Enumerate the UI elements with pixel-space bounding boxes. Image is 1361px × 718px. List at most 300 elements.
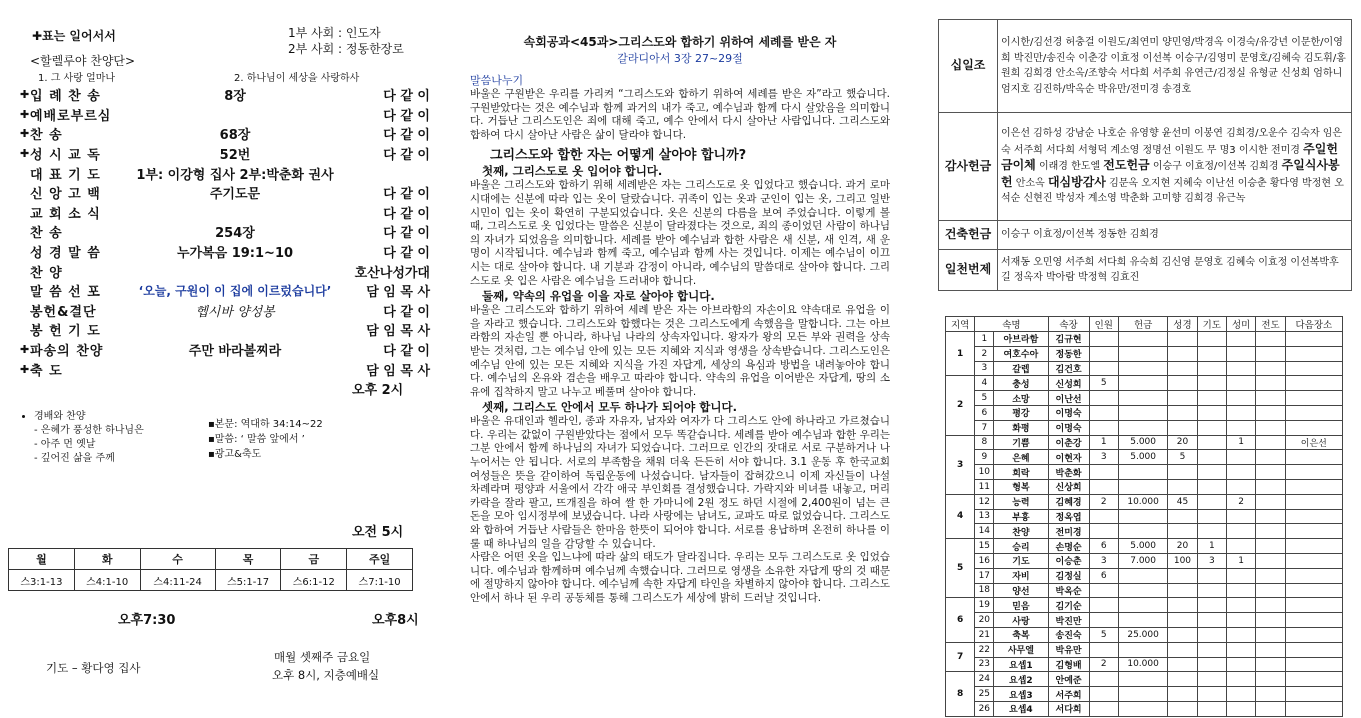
cell-next	[1285, 391, 1342, 406]
cell-next	[1285, 568, 1342, 583]
cell-leader: 전미경	[1048, 524, 1089, 539]
cell-leader: 서주희	[1048, 687, 1089, 702]
cell-bible	[1168, 627, 1197, 642]
order-item-name: 봉 헌 기 도	[30, 324, 101, 340]
cell-n	[1089, 613, 1118, 628]
order-item-name: 축 도	[30, 363, 63, 379]
report-header: 속명	[975, 317, 1048, 332]
worship-order-item	[20, 203, 430, 223]
cell-n	[1089, 332, 1118, 347]
order-item-leader: 호산나성가대	[354, 265, 430, 281]
cell-next	[1285, 598, 1342, 613]
cell-bible: 20	[1168, 435, 1197, 450]
worship-order-column	[0, 0, 450, 718]
cell-leader: 신상희	[1048, 479, 1089, 494]
cell-bible	[1168, 346, 1197, 361]
cell-rice	[1226, 701, 1255, 716]
order-item-name: 봉헌&결단	[30, 304, 97, 320]
cell-rice	[1226, 479, 1255, 494]
cell-number: 8	[975, 435, 994, 450]
weekday-header: 주일	[347, 549, 413, 570]
cell-rice	[1226, 598, 1255, 613]
cell-prayer	[1197, 568, 1226, 583]
region-number: 6	[946, 598, 975, 642]
worship-order-item	[20, 183, 430, 203]
cell-money	[1118, 687, 1167, 702]
cell-money	[1118, 568, 1167, 583]
table-row	[946, 568, 1343, 583]
table-row	[946, 332, 1343, 347]
cell-money	[1118, 524, 1167, 539]
cell-rice: 1	[1226, 553, 1255, 568]
order-item-content: 주만 바라볼찌라	[188, 344, 282, 360]
cell-next	[1285, 613, 1342, 628]
sermon-info-list	[208, 417, 323, 462]
lesson-main-question: 그리스도와 합한 자는 어떻게 살아야 합니까?	[490, 148, 747, 164]
offering-column	[905, 0, 1361, 718]
lesson-scripture: 갈라디아서 3장 27~29절	[617, 52, 743, 65]
cell-n	[1089, 346, 1118, 361]
cell-n	[1089, 509, 1118, 524]
order-item-leader: 다 같 이	[383, 304, 430, 320]
cell-prayer	[1197, 657, 1226, 672]
weekday-reading: 스4:1-10	[74, 570, 140, 591]
cell-prayer: 3	[1197, 553, 1226, 568]
cell-prayer	[1197, 405, 1226, 420]
cell-evang	[1256, 509, 1285, 524]
cell-leader: 서다희	[1048, 701, 1089, 716]
cell-bible	[1168, 568, 1197, 583]
cell-bible	[1168, 332, 1197, 347]
cell-bible	[1168, 465, 1197, 480]
standing-mark: ✚	[20, 343, 30, 357]
cell-rice: 2	[1226, 494, 1255, 509]
cell-money: 10.000	[1118, 494, 1167, 509]
cell-leader: 김혜경	[1048, 494, 1089, 509]
cell-next	[1285, 405, 1342, 420]
cell-n: 3	[1089, 553, 1118, 568]
cell-prayer: 1	[1197, 539, 1226, 554]
weekday-header: 수	[140, 549, 215, 570]
cell-next	[1285, 672, 1342, 687]
order-item-name: 찬 양	[30, 265, 63, 281]
order-item-leader: 다 같 이	[383, 344, 430, 360]
offering-names: 이시한/김선경 허충걸 이원도/최연미 양민영/박경옥 이경숙/유강년 이문한/이영희 박진만/송진숙 이춘강 이효정 이선복 이승구/김영미 문영호/김혜숙 김도휘/홍원희 김희경 안소옥/조향숙 서다희 서주희 유연근/김정실 유형균 신성희 엄하니 엄지호 김진하/박옥순 박유만/전미경 송경호	[998, 20, 1352, 113]
cell-rice	[1226, 405, 1255, 420]
cell-bible	[1168, 598, 1197, 613]
cell-name: 아브라함	[994, 332, 1048, 347]
praise-team: <할렐루야 찬양단>	[30, 54, 136, 68]
cell-leader: 김건호	[1048, 361, 1089, 376]
report-header: 성미	[1226, 317, 1255, 332]
cell-bible	[1168, 701, 1197, 716]
cell-prayer	[1197, 642, 1226, 657]
offering-table	[938, 19, 1352, 291]
cell-number: 26	[975, 701, 994, 716]
cell-name: 여호수아	[994, 346, 1048, 361]
standing-mark: ✚	[20, 127, 30, 141]
table-row	[946, 613, 1343, 628]
cell-n	[1089, 420, 1118, 435]
cell-prayer	[1197, 391, 1226, 406]
standing-mark: ✚	[20, 88, 30, 102]
cell-next	[1285, 687, 1342, 702]
worship-song-item: - 아주 먼 옛날	[34, 439, 96, 450]
cell-name: 축복	[994, 627, 1048, 642]
report-header: 성경	[1168, 317, 1197, 332]
cell-leader: 정옥엽	[1048, 509, 1089, 524]
cell-name: 자비	[994, 568, 1048, 583]
cell-name: 소망	[994, 391, 1048, 406]
cell-evang	[1256, 361, 1285, 376]
table-row	[946, 627, 1343, 642]
worship-song-list	[18, 410, 144, 466]
cell-name: 양선	[994, 583, 1048, 598]
table-row	[946, 687, 1343, 702]
cell-leader: 이명숙	[1048, 420, 1089, 435]
table-row	[946, 494, 1343, 509]
cell-evang	[1256, 435, 1285, 450]
cell-name: 형복	[994, 479, 1048, 494]
cell-prayer	[1197, 598, 1226, 613]
cell-rice	[1226, 376, 1255, 391]
cell-next	[1285, 583, 1342, 598]
cell-prayer	[1197, 420, 1226, 435]
table-row	[946, 346, 1343, 361]
cell-number: 16	[975, 553, 994, 568]
cell-next	[1285, 642, 1342, 657]
cell-prayer	[1197, 687, 1226, 702]
worship-order-item	[20, 261, 430, 281]
order-item-name: 파송의 찬양	[30, 344, 104, 360]
cell-rice	[1226, 687, 1255, 702]
cell-name: 충성	[994, 376, 1048, 391]
cell-n	[1089, 361, 1118, 376]
cell-number: 4	[975, 376, 994, 391]
cell-bible	[1168, 672, 1197, 687]
cell-leader: 김정실	[1048, 568, 1089, 583]
cell-next	[1285, 524, 1342, 539]
cell-leader: 이춘강	[1048, 435, 1089, 450]
table-row	[946, 479, 1343, 494]
cell-leader: 박춘화	[1048, 465, 1089, 480]
offering-label: 건축헌금	[939, 221, 998, 250]
cell-n: 2	[1089, 657, 1118, 672]
cell-name: 요셉4	[994, 701, 1048, 716]
cell-leader: 안예준	[1048, 672, 1089, 687]
cell-bible: 5	[1168, 450, 1197, 465]
cell-next	[1285, 376, 1342, 391]
cell-leader: 정동한	[1048, 346, 1089, 361]
region-number: 5	[946, 539, 975, 598]
cell-money	[1118, 391, 1167, 406]
cell-bible	[1168, 583, 1197, 598]
cell-number: 6	[975, 405, 994, 420]
cell-money: 10.000	[1118, 657, 1167, 672]
cell-leader: 이명숙	[1048, 405, 1089, 420]
cell-prayer	[1197, 701, 1226, 716]
monthly-schedule: 매월 셋째주 금요일	[274, 650, 371, 664]
cell-evang	[1256, 524, 1285, 539]
cell-n: 6	[1089, 568, 1118, 583]
cell-rice	[1226, 657, 1255, 672]
order-item-name: 예배로부르심	[30, 108, 112, 124]
cell-evang	[1256, 332, 1285, 347]
cell-evang	[1256, 642, 1285, 657]
cell-prayer	[1197, 627, 1226, 642]
cell-name: 화평	[994, 420, 1048, 435]
offering-label: 감사헌금	[939, 113, 998, 221]
weekday-reading: 스5:1-17	[215, 570, 281, 591]
cell-n	[1089, 672, 1118, 687]
cell-number: 7	[975, 420, 994, 435]
cell-money	[1118, 420, 1167, 435]
table-row	[946, 672, 1343, 687]
cell-money	[1118, 376, 1167, 391]
report-header: 전도	[1256, 317, 1285, 332]
table-row	[946, 509, 1343, 524]
cell-n	[1089, 405, 1118, 420]
cell-n: 1	[1089, 435, 1118, 450]
cell-number: 2	[975, 346, 994, 361]
cell-bible	[1168, 376, 1197, 391]
table-row	[946, 524, 1343, 539]
table-row	[946, 465, 1343, 480]
cell-rice	[1226, 672, 1255, 687]
cell-money: 5.000	[1118, 450, 1167, 465]
offering-names: 이은선 김하성 강남순 나호순 유영향 윤선미 이봉연 김희경/오운수 김숙자 임은숙 서주희 서다희 서형덕 계소영 정명선 이원도 무 명3 이시한 전미경 주일헌금이체 이래경 한도엘 전도헌금 이승구 이효정/이선복 김희경 주일식사봉헌 안소옥 대심방감사 김문옥 오지현 지혜숙 이난선 이승춘 황다영 박정현 오석순 신현진 박성자 계소영 박춘화 고미향 김희경 유근녹	[998, 113, 1352, 221]
cell-money	[1118, 583, 1167, 598]
worship-order-item	[20, 320, 430, 340]
lesson-paragraph: 바울은 유대인과 헬라인, 종과 자유자, 남자와 여자가 다 그리스도 안에 하나라고 가르쳤습니다. 우리는 값없이 구원받았다는 점에서 모두 똑같습니다. 세례를 받아 예수님과 합한 우리는 그분 안에서 함께 하나님의 자녀가 되었습니다. 그러므로 인간의 잣대로 서로 구분하거나 나누어서는 안 됩니다. 서로의 부족함을 채워 더욱 든든히 서야 합니다. 3.1 운동 후 한국교회 여성들은 뜻을 같이하여 독립운동에 나섰습니다. 남자들이 잡혀갔으니 이제 자신들이 나설 차례라며 평양과 서울에서 각각 애국 부인회를 결성했습니다. 가락지와 비녀를 내놓고, 머리카락을 잘라 팔고, 뜨개질을 하여 쌀 한 가마니에 2원 정도 하던 시절에 2,400원이 넘는 큰돈을 모아 임시정부에 보냈습니다. 나라 사랑에는 남녀도, 교파도 따로 없었습니다. 그리스도와 합하여 거듭난 사람들은 한마음 한뜻이 되어야 합니다. 서로를 용납하며 온전히 하나를 이룰 때 하나님의 일을 감당할 수 있습니다.	[470, 415, 890, 550]
lesson-paragraph: 바울은 그리스도와 합하기 위해 세례받은 자는 그리스도로 옷 입었다고 했습니다. 과거 로마 시대에는 신분에 따라 입는 옷이 달랐습니다. 귀족이 입는 옷과 군인이 입는 옷, 그리고 일반 시민이 입는 옷이 확연히 구분되었습니다. 옷은 신분의 다름을 보여 주었습니다. 이렇게 볼 때, 그리스도로 옷 입었다는 말씀은 신분이 달라졌다는 것으로, 죄의 종이었던 사람이 하나님의 자녀가 되었음을 의미합니다. 세례를 받아 예수님과 합한 사람은 새 신분, 새 인격, 새 운명이 시작됩니다. 예수님과 함께 죽고, 예수님과 함께 사는 것입니다. 이제는 예수님이 이끄시는 대로 살아야 합니다. 내 기분과 감정이 아니라, 예수님의 말씀대로 살아야 합니다. 그리스도로 옷 입은 사람은 예수님을 드러내야 합니다.	[470, 179, 890, 287]
prayer-leader: 기도 – 황다영 집사	[46, 661, 141, 675]
worship-order-item	[20, 124, 430, 144]
cell-money: 25.000	[1118, 627, 1167, 642]
offering-label: 일천번제	[939, 250, 998, 291]
cell-rice	[1226, 568, 1255, 583]
cell-n	[1089, 598, 1118, 613]
order-item-leader: 다 같 이	[383, 148, 430, 164]
cell-rice	[1226, 627, 1255, 642]
cell-bible: 100	[1168, 553, 1197, 568]
cell-leader: 박옥순	[1048, 583, 1089, 598]
order-item-name: 찬 송	[30, 128, 63, 144]
cell-n: 6	[1089, 539, 1118, 554]
worship-order-item	[20, 105, 430, 125]
cell-evang	[1256, 627, 1285, 642]
praise-song-1: 1. 그 사랑 얼마나	[38, 73, 116, 84]
region-number: 4	[946, 494, 975, 538]
weekday-reading: 스4:11-24	[140, 570, 215, 591]
cell-bible: 45	[1168, 494, 1197, 509]
cell-name: 은혜	[994, 450, 1048, 465]
cell-n	[1089, 642, 1118, 657]
cell-number: 20	[975, 613, 994, 628]
cell-name: 사랑	[994, 613, 1048, 628]
cell-n	[1089, 687, 1118, 702]
pm730-label: 오후7:30	[118, 613, 176, 628]
cell-money	[1118, 701, 1167, 716]
cell-number: 19	[975, 598, 994, 613]
order-item-content: 헵시바 양성봉	[195, 304, 275, 320]
cell-number: 10	[975, 465, 994, 480]
am5-label: 오전 5시	[352, 525, 404, 540]
cell-next	[1285, 450, 1342, 465]
order-item-content: 68장	[219, 128, 251, 144]
cell-evang	[1256, 672, 1285, 687]
cell-money	[1118, 405, 1167, 420]
lesson-paragraph: 바울은 구원받은 우리를 가리켜 “그리스도와 합하기 위하여 세례를 받은 자”라고 했습니다. 구원받았다는 것은 예수님과 함께 과거의 내가 죽고, 예수님과 함께 다시 살았음을 의미합니다. 거듭난 그리스도인은 죄에 대해 죽고, 예수 안에서 다시 살아난 사람입니다. 그리스도와 합하여 다시 살아난 사람은 삶이 달라야 합니다.	[470, 88, 890, 141]
cell-bible	[1168, 391, 1197, 406]
order-item-leader: 담 임 목 사	[366, 363, 430, 379]
cell-number: 21	[975, 627, 994, 642]
cell-next	[1285, 657, 1342, 672]
order-item-name: 대 표 기 도	[30, 167, 101, 183]
cell-prayer	[1197, 509, 1226, 524]
host-2: 2부 사회 : 정동한장로	[288, 42, 404, 56]
cell-prayer	[1197, 613, 1226, 628]
cell-number: 22	[975, 642, 994, 657]
cell-next	[1285, 539, 1342, 554]
cell-name: 기쁨	[994, 435, 1048, 450]
weekday-reading: 스3:1-13	[9, 570, 75, 591]
cell-rice: 1	[1226, 435, 1255, 450]
host-1: 1부 사회 : 인도자	[288, 26, 381, 40]
cell-rice	[1226, 583, 1255, 598]
order-item-content: 주기도문	[209, 187, 261, 203]
cell-bible	[1168, 509, 1197, 524]
cell-money	[1118, 361, 1167, 376]
cell-n	[1089, 465, 1118, 480]
cell-prayer	[1197, 376, 1226, 391]
cell-name: 믿음	[994, 598, 1048, 613]
order-item-leader: 다 같 이	[383, 89, 430, 105]
cell-evang	[1256, 465, 1285, 480]
praise-song-2: 2. 하나님이 세상을 사랑하사	[234, 73, 360, 84]
cell-bible: 20	[1168, 539, 1197, 554]
weekday-header: 화	[74, 549, 140, 570]
lesson-point-2: 둘째, 약속의 유업을 이을 자로 살아야 합니다.	[482, 289, 715, 304]
cell-prayer	[1197, 672, 1226, 687]
order-item-name: 찬 송	[30, 226, 63, 242]
cell-n: 5	[1089, 376, 1118, 391]
order-item-name: 성 시 교 독	[30, 148, 101, 164]
order-item-leader: 담 임 목 사	[366, 285, 430, 301]
cell-evang	[1256, 450, 1285, 465]
order-item-name: 말 씀 선 포	[30, 285, 101, 301]
cell-name: 능력	[994, 494, 1048, 509]
cell-prayer	[1197, 479, 1226, 494]
cell-rice	[1226, 524, 1255, 539]
cell-evang	[1256, 553, 1285, 568]
worship-song-item: - 은혜가 풍성한 하나님은	[34, 425, 144, 436]
order-item-leader: 다 같 이	[383, 206, 430, 222]
region-number: 8	[946, 672, 975, 716]
cell-number: 11	[975, 479, 994, 494]
cell-n	[1089, 391, 1118, 406]
report-header: 속장	[1048, 317, 1089, 332]
cell-n: 3	[1089, 450, 1118, 465]
table-row	[946, 553, 1343, 568]
table-row	[946, 391, 1343, 406]
table-row	[946, 583, 1343, 598]
lesson-point-1: 첫째, 그리스도로 옷 입어야 합니다.	[482, 164, 663, 179]
cell-leader: 김기순	[1048, 598, 1089, 613]
cell-number: 12	[975, 494, 994, 509]
cell-money	[1118, 642, 1167, 657]
sermon-info-item: ▪말씀: ‘ 말씀 앞에서 ’	[208, 434, 305, 445]
cell-n: 2	[1089, 494, 1118, 509]
region-number: 2	[946, 376, 975, 435]
worship-order-item	[20, 301, 430, 321]
table-row	[946, 539, 1343, 554]
cell-next	[1285, 494, 1342, 509]
lesson-paragraph: 사람은 어떤 옷을 입느냐에 따라 삶의 태도가 달라집니다. 우리는 모두 그리스도로 옷 입었습니다. 예수님과 함께하며 예수님께 속했습니다. 그러므로 영생을 소유한 자답게 땅의 것 때문에 절망하지 않아야 합니다. 예수님께 속한 자답게 타인을 차별하지 않아야 합니다. 그리스도 안에서 하나 된 우리 공동체를 통해 그리스도가 세상에 밝히 드러날 것입니다.	[470, 551, 890, 604]
cell-evang	[1256, 701, 1285, 716]
cell-money	[1118, 598, 1167, 613]
cell-bible	[1168, 405, 1197, 420]
cell-name: 승리	[994, 539, 1048, 554]
weekday-header: 목	[215, 549, 281, 570]
order-item-name: 성 경 말 씀	[30, 246, 101, 262]
lesson-column	[470, 0, 890, 718]
order-item-content: 1부: 이강형 집사 2부:박춘화 권사	[136, 167, 334, 183]
cell-prayer	[1197, 361, 1226, 376]
cell-number: 5	[975, 391, 994, 406]
cell-evang	[1256, 568, 1285, 583]
cell-number: 24	[975, 672, 994, 687]
cell-name: 희락	[994, 465, 1048, 480]
cell-number: 3	[975, 361, 994, 376]
standing-note: ✚표는 일어서서	[32, 29, 116, 43]
cell-name: 요셉3	[994, 687, 1048, 702]
cell-money: 5.000	[1118, 539, 1167, 554]
cell-n	[1089, 701, 1118, 716]
region-number: 1	[946, 332, 975, 376]
cell-bible	[1168, 657, 1197, 672]
cell-prayer	[1197, 346, 1226, 361]
cell-prayer	[1197, 494, 1226, 509]
offering-names: 이승구 이효정/이선복 정동한 김희경	[998, 221, 1352, 250]
standing-mark: ✚	[20, 147, 30, 161]
cell-next	[1285, 465, 1342, 480]
cell-leader: 이현자	[1048, 450, 1089, 465]
order-item-leader: 다 같 이	[383, 128, 430, 144]
order-item-leader: 다 같 이	[383, 187, 430, 203]
cell-bible	[1168, 524, 1197, 539]
cell-next	[1285, 332, 1342, 347]
cell-leader: 박유만	[1048, 642, 1089, 657]
weekday-reading: 스7:1-10	[347, 570, 413, 591]
cell-money: 7.000	[1118, 553, 1167, 568]
cell-rice	[1226, 465, 1255, 480]
sermon-info-item: ▪본문: 역대하 34:14~22	[208, 419, 323, 430]
report-header: 기도	[1197, 317, 1226, 332]
standing-mark: ✚	[20, 107, 30, 121]
cell-leader: 송진숙	[1048, 627, 1089, 642]
cell-money	[1118, 465, 1167, 480]
lesson-title: 속회공과<45과>그리스도와 합하기 위하여 세례를 받은 자	[523, 35, 837, 49]
cell-next	[1285, 553, 1342, 568]
cell-evang	[1256, 405, 1285, 420]
cell-evang	[1256, 376, 1285, 391]
cell-evang	[1256, 391, 1285, 406]
order-item-name: 신 앙 고 백	[30, 187, 101, 203]
cell-next: 이은선	[1285, 435, 1342, 450]
cell-next	[1285, 701, 1342, 716]
report-header: 다음장소	[1285, 317, 1342, 332]
